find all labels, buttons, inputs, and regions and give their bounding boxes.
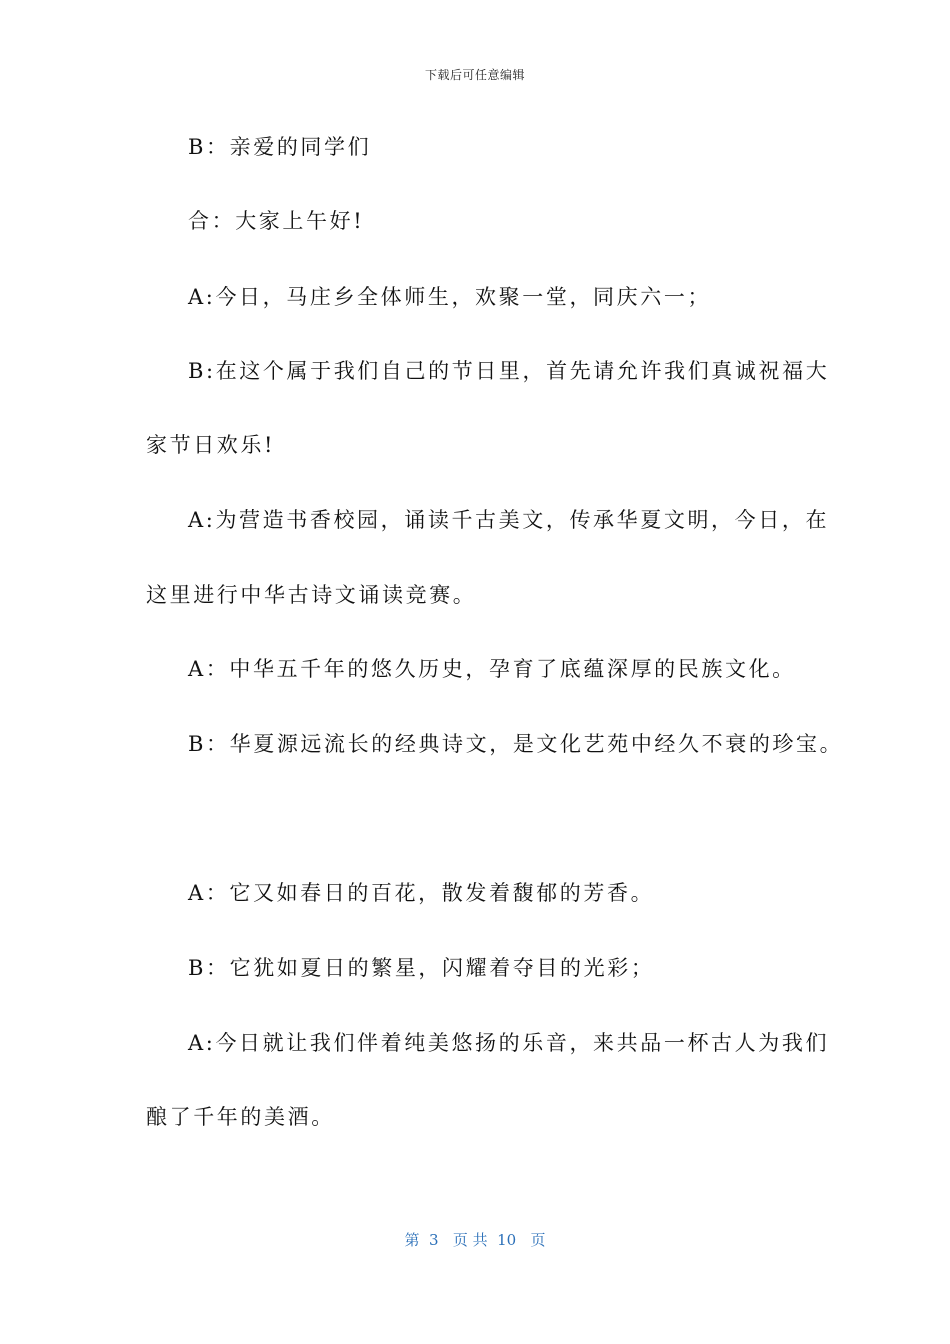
paragraph-line: A：它又如春日的百花，散发着馥郁的芳香。 [188, 881, 655, 905]
paragraph-line: B：亲爱的同学们 [188, 135, 372, 159]
paragraph-line: A:今日就让我们伴着纯美悠扬的乐音，来共品一杯古人为我们 [188, 1031, 830, 1055]
paragraph-line: B：华夏源远流长的经典诗文，是文化艺苑中经久不衰的珍宝。 [188, 732, 844, 756]
paragraph-line: B:在这个属于我们自己的节日里，首先请允许我们真诚祝福大 [188, 359, 830, 383]
page-header: 下载后可任意编辑 [424, 68, 525, 82]
paragraph-line: 这里进行中华古诗文诵读竞赛。 [146, 583, 477, 607]
paragraph-line: 酿了千年的美酒。 [146, 1105, 335, 1129]
paragraph-line: B：它犹如夏日的繁星，闪耀着夺目的光彩； [188, 956, 655, 980]
page-footer: 第 3 页 共 10 页 [404, 1231, 546, 1249]
paragraph-line: 家节日欢乐! [146, 433, 276, 457]
paragraph-line: A:今日，马庄乡全体师生，欢聚一堂，同庆六一； [188, 285, 712, 309]
paragraph-line: A:为营造书香校园，诵读千古美文，传承华夏文明，今日，在 [188, 508, 830, 532]
paragraph-line: 合：大家上午好! [188, 209, 365, 233]
paragraph-line: A：中华五千年的悠久历史，孕育了底蕴深厚的民族文化。 [188, 657, 796, 681]
